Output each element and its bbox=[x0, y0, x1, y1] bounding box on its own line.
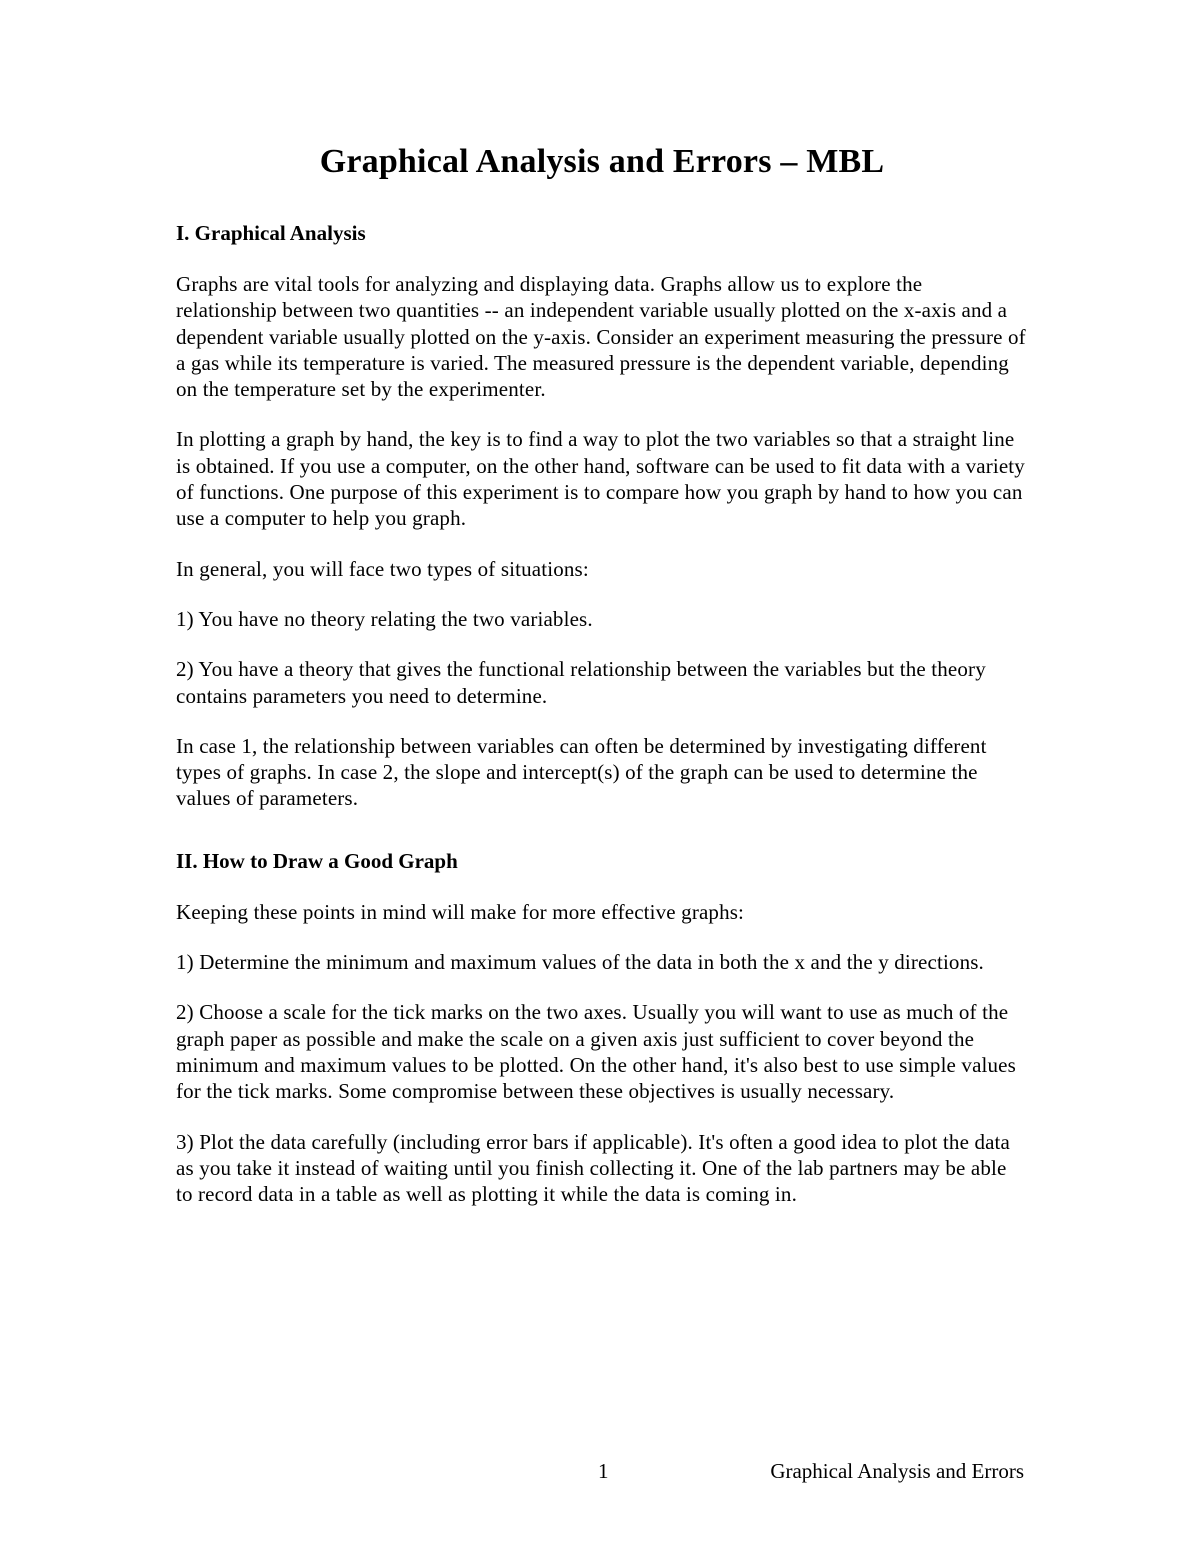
footer-running-title: Graphical Analysis and Errors bbox=[770, 1459, 1024, 1483]
paragraph-two-situations: In general, you will face two types of situations: bbox=[176, 556, 589, 581]
section-heading-graphical-analysis: I. Graphical Analysis bbox=[176, 221, 366, 245]
section-heading-good-graph: II. How to Draw a Good Graph bbox=[176, 848, 458, 873]
paragraph-graphs-intro: Graphs are vital tools for analyzing and displaying data. Graphs allow us to explore the relationship between two quantities -- an independent variable usually plotted on the x-axis and a dependent variable usually plotted on the y-axis. Consider an experiment measuring the pressure of a gas while its temperature is varied. The measured pressure is the dependent variable, depending on the temperature set by the experimenter. bbox=[176, 272, 1026, 402]
document-title: Graphical Analysis and Errors – MBL bbox=[319, 143, 885, 180]
paragraph-step-2: 2) Choose a scale for the tick marks on the two axes. Usually you will want to use as much of the graph paper as possible and make the scale on a given axis just sufficient to cover beyond the minimum and maximum values to be plotted. On the other hand, it's also best to use simple values for the tick marks. Some compromise between these objectives is usually necessary. bbox=[176, 1000, 1016, 1104]
page-footer bbox=[0, 1457, 1200, 1485]
paragraph-case-1: 1) You have no theory relating the two variables. bbox=[176, 606, 593, 631]
paragraph-case-2: 2) You have a theory that gives the functional relationship between the variables but the theory contains parameters you need to determine. bbox=[176, 657, 986, 708]
paragraph-case-explanation: In case 1, the relationship between variables can often be determined by investigating different types of graphs. In case 2, the slope and intercept(s) of the graph can be used to determine the values of parameters. bbox=[176, 733, 987, 811]
paragraph-step-3: 3) Plot the data carefully (including error bars if applicable). It's often a good idea to plot the data as you take it instead of waiting until you finish collecting it. One of the lab partners may be able to record data in a table as well as plotting it while the data is coming in. bbox=[176, 1129, 1011, 1207]
paragraph-plotting-by-hand: In plotting a graph by hand, the key is to find a way to plot the two variables so that a straight line is obtained. If you use a computer, on the other hand, software can be used to fit data with a variety of functions. One purpose of this experiment is to compare how you graph by hand to how you can use a computer to help you graph. bbox=[176, 427, 1025, 531]
page-content bbox=[176, 140, 1028, 1207]
paragraph-step-1: 1) Determine the minimum and maximum values of the data in both the x and the y directions. bbox=[176, 950, 984, 975]
paragraph-keeping-points: Keeping these points in mind will make for more effective graphs: bbox=[176, 899, 745, 924]
page-number: 1 bbox=[598, 1459, 609, 1483]
